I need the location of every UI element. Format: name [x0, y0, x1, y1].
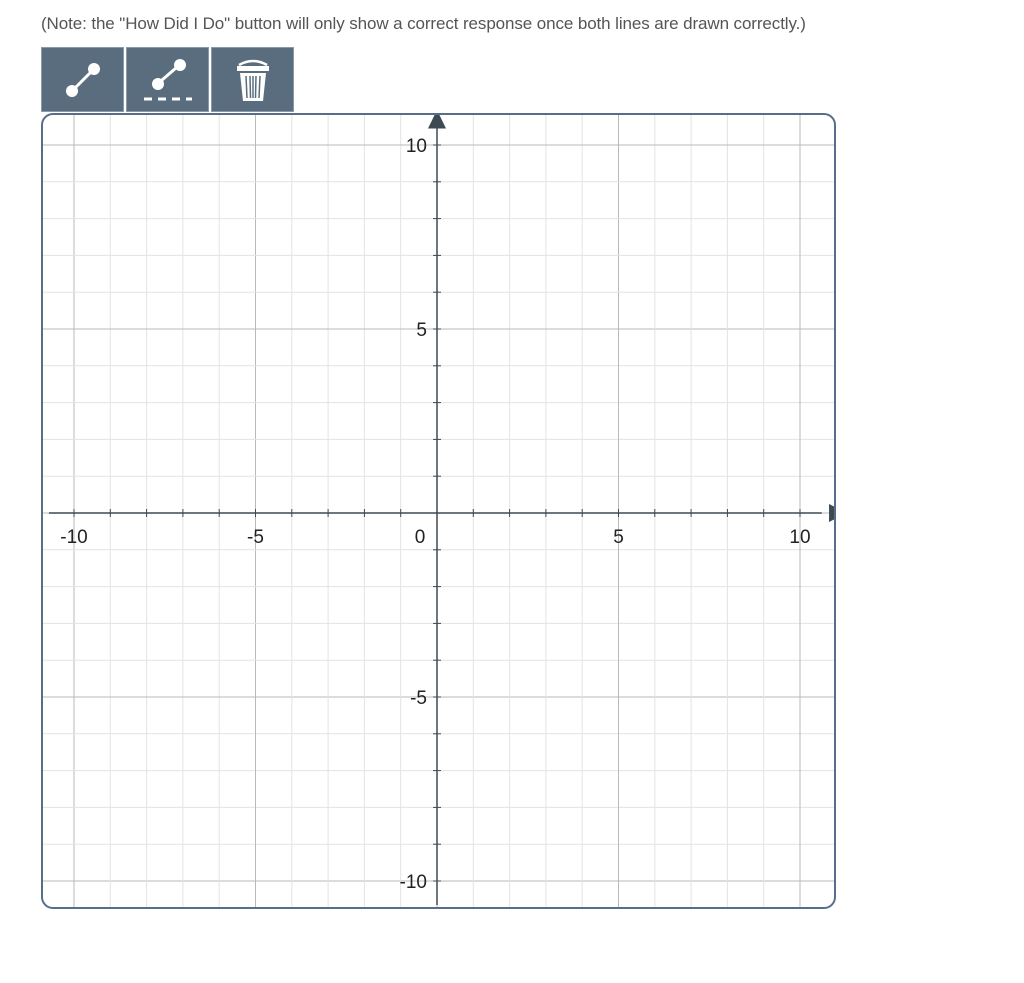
x-tick-label: -5 — [247, 527, 264, 548]
instruction-note: (Note: the "How Did I Do" button will only show a correct response once both lines are drawn correctly.) — [41, 14, 806, 33]
y-tick-label: -10 — [399, 872, 427, 893]
x-tick-label: -10 — [60, 527, 88, 548]
dashed-line-tool-button[interactable] — [126, 47, 209, 112]
y-tick-label: -5 — [410, 688, 427, 709]
y-tick-label: 5 — [416, 320, 427, 341]
line-tool-button[interactable] — [41, 47, 124, 112]
coordinate-graph[interactable] — [41, 113, 836, 909]
dashed-line-icon — [140, 55, 196, 105]
delete-tool-button[interactable] — [211, 47, 294, 112]
graph-canvas[interactable] — [41, 113, 836, 909]
drawing-toolbar — [41, 47, 294, 112]
x-tick-label: 0 — [414, 527, 426, 548]
trash-icon — [231, 55, 275, 105]
y-tick-label: 10 — [405, 136, 427, 157]
x-tick-label: 5 — [613, 527, 624, 548]
y-axis-arrow-icon — [428, 113, 446, 128]
line-segment-icon — [58, 55, 108, 105]
x-axis-arrow-icon — [829, 504, 836, 522]
x-tick-label: 10 — [789, 527, 811, 548]
